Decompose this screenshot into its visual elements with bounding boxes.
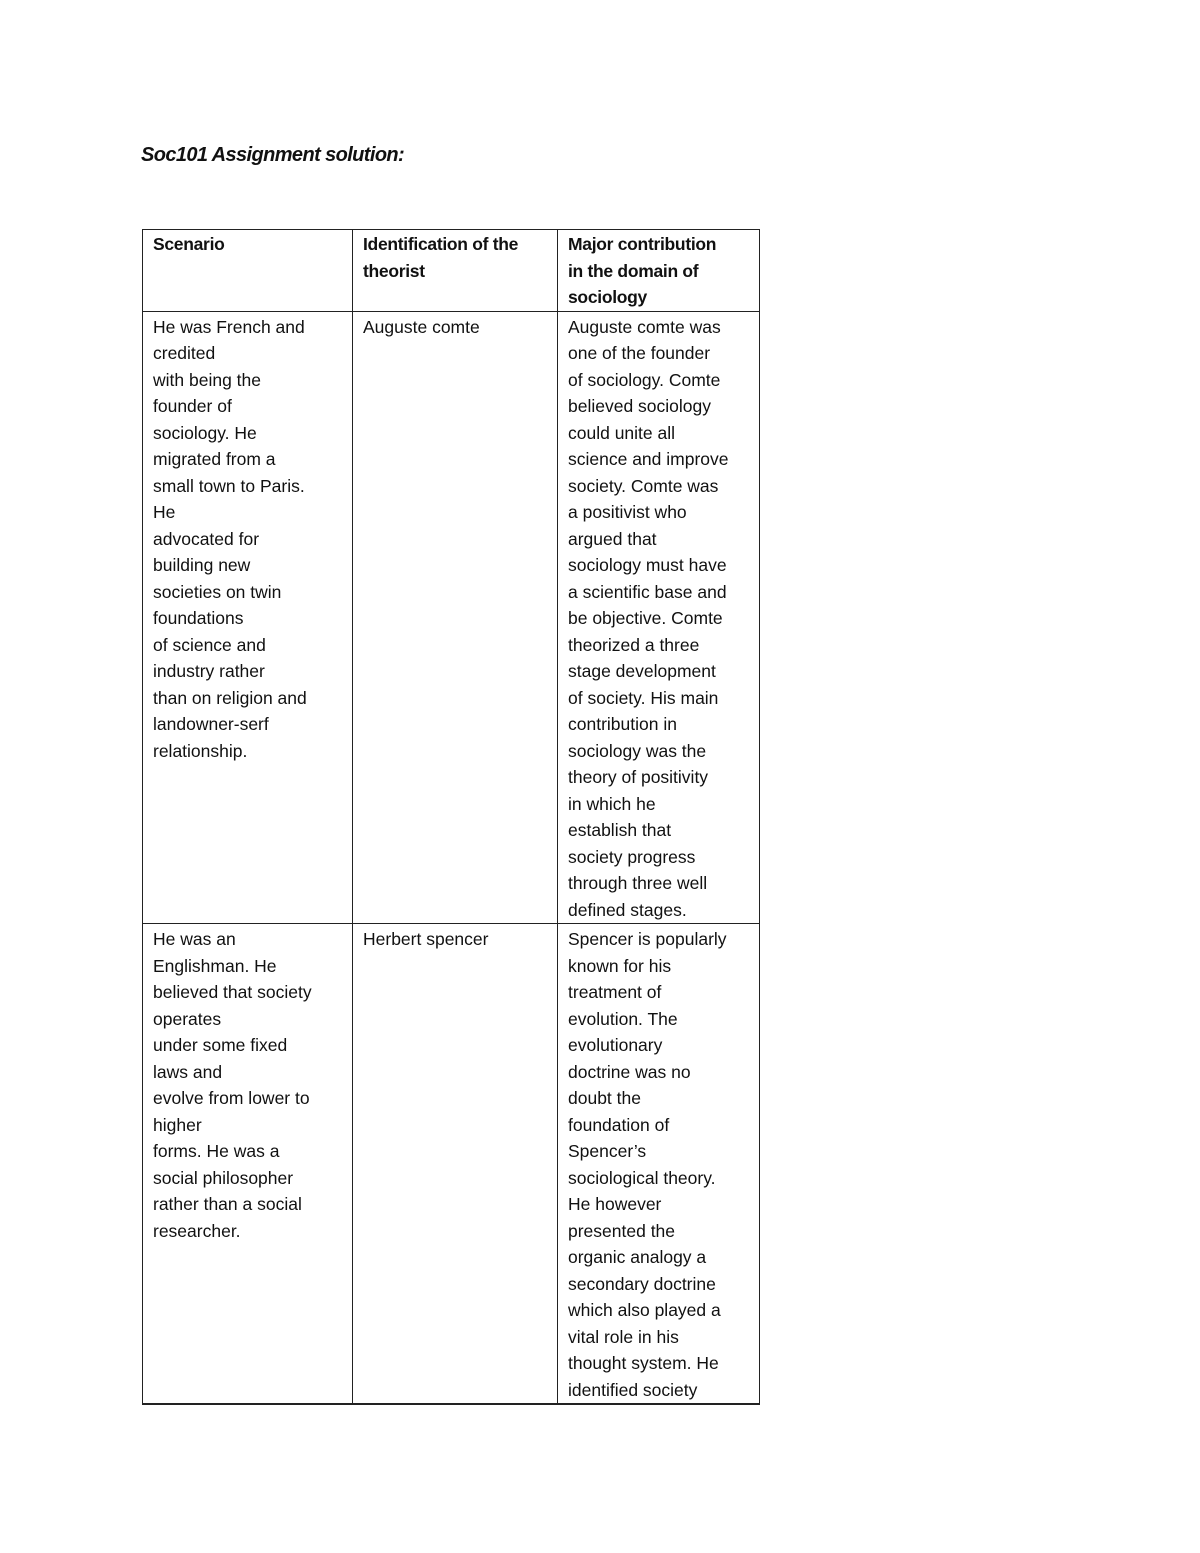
cell-line: sociology was the: [568, 740, 707, 761]
cell-line: Herbert spencer: [363, 929, 489, 949]
cell-line: be objective. Comte: [568, 608, 723, 628]
cell-line: through three well: [568, 873, 708, 893]
cell-line: rather than a social: [153, 1194, 302, 1214]
cell-line: small town to Paris.: [153, 475, 305, 496]
cell-line: founder of: [153, 396, 232, 416]
page-title: Soc101 Assignment solution:: [141, 144, 405, 166]
header-line: sociology: [568, 287, 647, 307]
cell-line: operates: [153, 1008, 222, 1029]
cell-line: credited: [153, 343, 216, 363]
cell-line: in which he: [568, 793, 656, 814]
cell-line: defined stages.: [568, 899, 687, 920]
cell-line: society. Comte was: [568, 475, 719, 496]
cell-line: establish that: [568, 820, 672, 840]
cell-line: sociological theory.: [568, 1167, 716, 1188]
cell-line: secondary doctrine: [568, 1273, 716, 1294]
cell-line: laws and: [153, 1061, 223, 1082]
cell-line: foundation of: [568, 1114, 670, 1135]
cell-line: believed sociology: [568, 396, 712, 416]
cell-line: thought system. He: [568, 1353, 719, 1373]
cell-line: forms. He was a: [153, 1141, 280, 1161]
theorist-table: [142, 229, 760, 1405]
cell-line: than on religion and: [153, 687, 307, 708]
cell-line: could unite all: [568, 422, 676, 443]
cell-line: identified society: [568, 1379, 698, 1400]
cell-line: presented the: [568, 1220, 676, 1241]
cell-line: vital role in his: [568, 1326, 679, 1347]
cell-line: social philosopher: [153, 1167, 294, 1188]
cell-line: Auguste comte: [363, 316, 480, 337]
cell-line: one of the founder: [568, 343, 711, 363]
cell-line: evolve from lower to: [153, 1088, 310, 1108]
cell-line: He was an: [153, 929, 236, 949]
header-line: Identification of the: [363, 234, 519, 254]
header-contribution: [558, 230, 760, 312]
scenario-cell: [143, 311, 353, 924]
cell-line: evolutionary: [568, 1035, 663, 1055]
cell-line: of sociology. Comte: [568, 369, 721, 390]
cell-line: of society. His main: [568, 687, 719, 708]
theorist-cell: [353, 924, 558, 1405]
cell-line: with being the: [153, 369, 261, 390]
cell-line: argued that: [568, 528, 657, 549]
cell-line: organic analogy a: [568, 1247, 707, 1267]
scenario-cell: [143, 924, 353, 1405]
header-scenario: [143, 230, 353, 312]
cell-line: industry rather: [153, 661, 265, 681]
cell-line: science and improve: [568, 449, 729, 469]
cell-line: known for his: [568, 955, 672, 976]
header-line: theorist: [363, 260, 425, 281]
cell-line: treatment of: [568, 982, 662, 1002]
cell-line: evolution. The: [568, 1008, 678, 1029]
cell-line: Englishman. He: [153, 955, 277, 976]
cell-line: He however: [568, 1194, 662, 1214]
cell-line: foundations: [153, 608, 244, 628]
cell-line: theorized a three: [568, 634, 700, 655]
cell-line: Spencer’s: [568, 1141, 647, 1161]
cell-line: stage development: [568, 661, 716, 681]
cell-line: sociology. He: [153, 422, 257, 443]
header-theorist: [353, 230, 558, 312]
cell-line: a scientific base and: [568, 581, 727, 602]
cell-line: under some fixed: [153, 1035, 288, 1055]
cell-line: of science and: [153, 634, 266, 655]
cell-line: researcher.: [153, 1220, 241, 1241]
cell-line: He: [153, 502, 176, 522]
cell-line: which also played a: [568, 1300, 721, 1320]
cell-line: society progress: [568, 846, 696, 867]
contribution-cell: [558, 311, 760, 924]
theorist-cell: [353, 311, 558, 924]
table-row: [143, 924, 760, 1405]
cell-line: Auguste comte was: [568, 316, 721, 337]
cell-line: sociology must have: [568, 555, 727, 575]
cell-line: contribution in: [568, 714, 677, 734]
table-row: [143, 311, 760, 924]
cell-line: theory of positivity: [568, 767, 709, 787]
cell-line: Spencer is popularly: [568, 929, 727, 949]
cell-line: doubt the: [568, 1088, 641, 1108]
cell-line: advocated for: [153, 528, 260, 549]
cell-line: relationship.: [153, 740, 248, 761]
cell-line: higher: [153, 1114, 202, 1135]
cell-line: a positivist who: [568, 502, 687, 522]
header-line: Scenario: [153, 234, 225, 254]
cell-line: landowner-serf: [153, 714, 269, 734]
cell-line: building new: [153, 555, 251, 575]
contribution-cell: [558, 924, 760, 1405]
table-header-row: [143, 230, 760, 312]
cell-line: He was French and: [153, 316, 305, 337]
cell-line: believed that society: [153, 982, 312, 1002]
cell-line: societies on twin: [153, 581, 282, 602]
cell-line: doctrine was no: [568, 1061, 691, 1082]
cell-line: migrated from a: [153, 449, 276, 469]
header-line: in the domain of: [568, 260, 699, 281]
header-line: Major contribution: [568, 234, 717, 254]
